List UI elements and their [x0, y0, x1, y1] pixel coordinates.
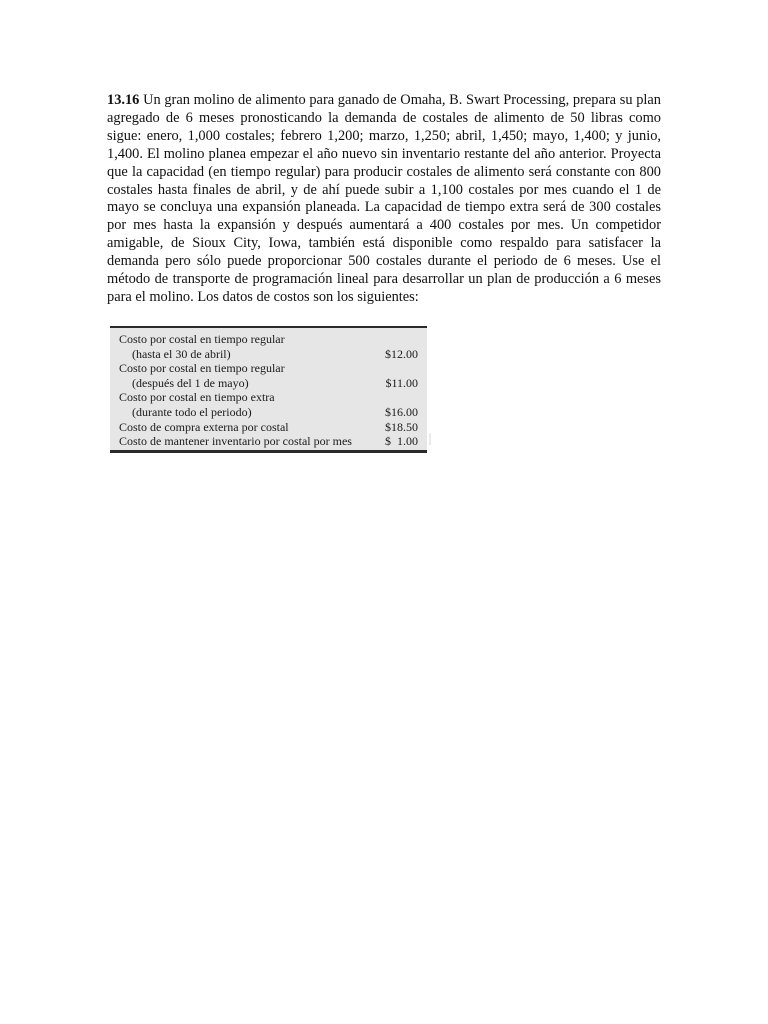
cost-label: (hasta el 30 de abril)	[132, 346, 231, 361]
table-row	[119, 347, 418, 362]
cost-value: $18.50	[385, 419, 418, 434]
cost-label: Costo por costal en tiempo regular	[119, 332, 285, 346]
problem-number: 13.16	[107, 92, 140, 108]
cost-label: (durante todo el periodo)	[132, 404, 252, 419]
cost-data-table	[110, 326, 427, 453]
table-row	[119, 332, 418, 347]
table-row	[119, 405, 418, 420]
problem-statement	[107, 92, 661, 307]
cost-label: Costo por costal en tiempo regular	[119, 361, 285, 376]
table-row	[119, 420, 418, 435]
cost-label: Costo de mantener inventario por costal por mes	[119, 434, 352, 449]
cost-value: $16.00	[385, 404, 418, 419]
table-row	[119, 361, 418, 376]
cost-value: $11.00	[385, 375, 418, 390]
cost-table-rows	[119, 332, 418, 449]
cost-label: (después del 1 de mayo)	[132, 375, 249, 390]
cost-value: $ 1.00	[385, 434, 418, 449]
table-row	[119, 434, 418, 449]
cost-label: Costo por costal en tiempo extra	[119, 390, 275, 405]
cost-value: $12.00	[385, 346, 418, 361]
table-row	[119, 390, 418, 405]
problem-text: Un gran molino de alimento para ganado de Omaha, B. Swart Processing, prepara su plan agregado de 6 meses pronosticando la demanda de costales de alimento de 50 libras como sigue: enero, 1,000 costales; febrero 1,200; marzo, 1,250; abril, 1,450; mayo, 1,400; y junio, 1,400. El molino planea empezar el año nuevo sin inventario restante del año anterior. Proyecta que la capacidad (en tiempo regular) para producir costales de alimento será constante con 800 costales hasta finales de abril, y de ahí puede subir a 1,100 costales por mes cuando el 1 de mayo se concluya una expansión planeada. La capacidad de tiempo extra será de 300 costales por mes hasta la expansión y después aumentará a 400 costales por mes. Un competidor amigable, de Sioux City, Iowa, también está disponible como respaldo para satisfacer la demanda pero sólo puede proporcionar 500 costales durante el periodo de 6 meses. Use el método de transporte de programación lineal para desarrollar un plan de producción a 6 meses para el molino. Los datos de costos son los siguientes:	[107, 92, 661, 305]
cost-label: Costo de compra externa por costal	[119, 419, 289, 434]
table-row	[119, 376, 418, 391]
